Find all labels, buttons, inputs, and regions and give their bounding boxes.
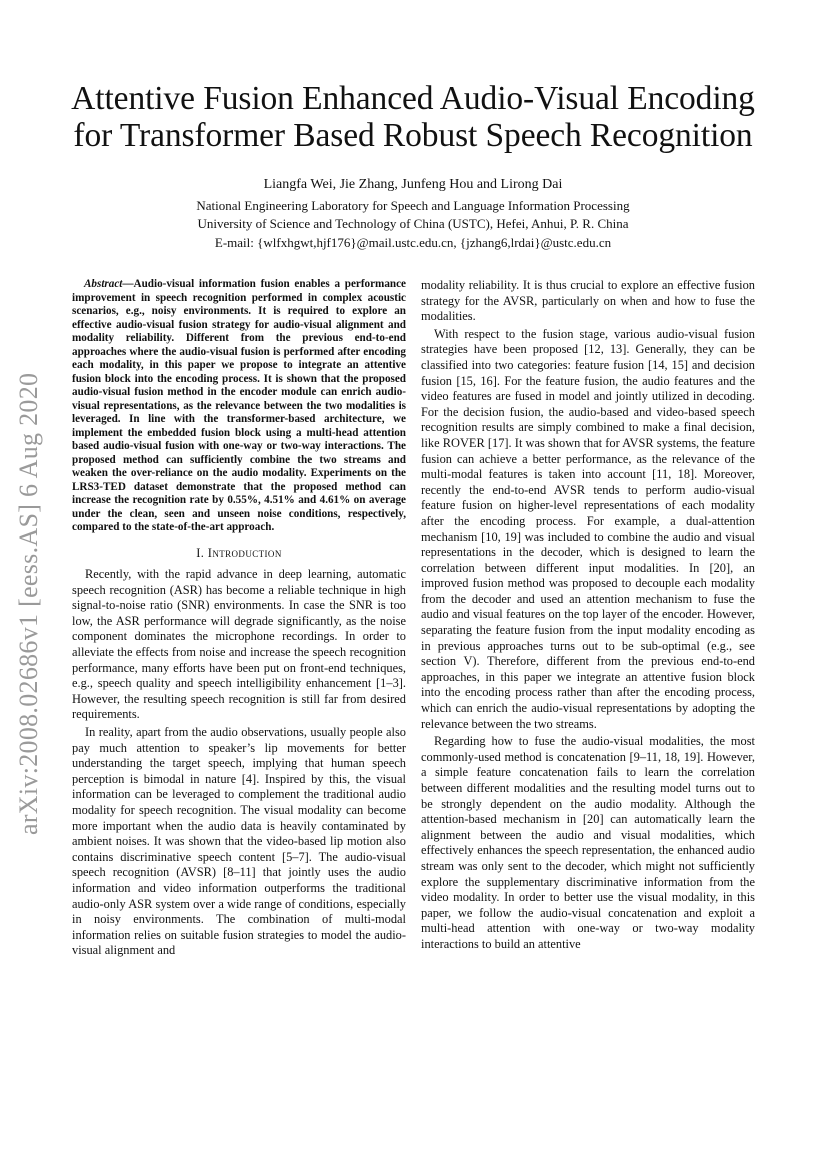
title-line-1: Attentive Fusion Enhanced Audio-Visual Encoding: [71, 80, 755, 117]
section-title: Introduction: [207, 545, 282, 560]
author-email: E-mail: {wlfxhgwt,hjf176}@mail.ustc.edu.cn, {jzhang6,lrdai}@ustc.edu.cn: [214, 234, 612, 250]
intro-paragraph-fusion-method: Regarding how to fuse the audio-visual modalities, the most commonly-used method is concatenation [9–11, 18, 19]. However, a simple feature concatenation fails to learn the correlation between different modalities and the resulting model turns out to be strongly dependent on the audio modality. Although the attention-based mechanism in [20] can automatically learn the alignment between the audio and visual modalities, which effectively enhances the speech representation, the enhanced audio stream was only sent to the decoder, which might not sufficiently explore the supplementary discriminative information from the video modality. In order to better use the visual modality, in this paper, we follow the audio-visual concatenation and exploit a multi-head attention with one-way or two-way modality interactions to build an attentive: [421, 734, 755, 951]
author-block: [0, 176, 826, 252]
intro-paragraph-2: In reality, apart from the audio observations, usually people also pay much attention to speaker’s lip movements for better understanding the target speech, implying that human speech perception is bimodal in nature [4]. Inspired by this, the visual information can be leveraged to complement the traditional audio modality for speech recognition. The visual modality can become more important when the audio data is heavily contaminated by ambient noises. It was shown that the video-based lip motion also contains discriminative speech content [5–7]. The audio-visual speech recognition (AVSR) [8–11] that jointly uses the audio information and video information outperforms the traditional audio-only ASR system over a wide range of conditions, especially in noisy environments. The combination of multi-modal information relies on suitable fusion strategies to model the audio-visual alignment and: [72, 725, 406, 958]
abstract-label: Abstract: [84, 278, 123, 290]
arxiv-identifier-stamp: arXiv:2008.02686v1 [eess.AS] 6 Aug 2020: [14, 372, 43, 835]
affiliation-university: University of Science and Technology of China (USTC), Hefei, Anhui, P. R. China: [197, 216, 629, 231]
intro-paragraph-continued: modality reliability. It is thus crucial to explore an effective fusion strategy for the AVSR, particularly on when and how to fuse the modalities.: [421, 278, 755, 324]
section-heading-introduction: [72, 546, 406, 562]
intro-paragraph-fusion-stage: With respect to the fusion stage, various audio-visual fusion strategies have been proposed [12, 13]. Generally, they can be classified into two categories: feature fusion [14, 15] and decision fusion [15, 16]. For the feature fusion, the audio features and the video features are fused in model and jointly utilized in decoding. For the decision fusion, the audio-based and video-based speech recognition results are simply combined to make a final decision, like ROVER [17]. It was shown that for AVSR systems, the feature fusion can achieve a better performance, as the relevance of the multi-modal features is taken into account [11, 18]. Moreover, recently the end-to-end AVSR tends to perform audio-visual feature fusion on higher-level representations of each modality after the encoding process. For example, a dual-attention mechanism [10, 19] was included to combine the audio and visual representations in the decoder, which is designed to learn the correlation between different input modalities. In [20], an improved fusion method was proposed to decouple each modality from the decoder and used an attention mechanism to fuse the audio and visual features on the top layer of the encoder. However, separating the feature fusion from the input modality encoding as in previous approaches turns out to be sub-optimal (e.g., see section V). Therefore, different from the previous end-to-end approaches, in this paper we integrate an attentive fusion block into the encoding process rather than after the encoding process, which can enrich the audio-visual representations by adopting the relevance between the two streams.: [421, 326, 755, 731]
affiliation-lab: National Engineering Laboratory for Speech and Language Information Processing: [196, 197, 630, 213]
author-names: Liangfa Wei, Jie Zhang, Junfeng Hou and Lirong Dai: [263, 177, 563, 192]
intro-paragraph-1: Recently, with the rapid advance in deep learning, automatic speech recognition (ASR) has become a reliable technique in high signal-to-noise ratio (SNR) environments. In case the SNR is too low, the ASR performance will degrade significantly, as the noise component dominates the microphone recordings. In order to alleviate the effects from noise and increase the speech recognition performance, many efforts have been put on front-end techniques, e.g., speech quality and speech intelligibility enhancement [1–3]. However, the resulting speech recognition is still far from desired requirements.: [72, 567, 406, 722]
left-column: [72, 278, 406, 959]
paper-title: [0, 80, 826, 154]
title-line-2: for Transformer Based Robust Speech Recognition: [73, 117, 753, 154]
section-number: I.: [196, 545, 205, 560]
abstract-text: —Audio-visual information fusion enables a performance improvement in speech recognition performed in complex acoustic scenarios, e.g., noisy environments. It is required to explore an effective audio-visual fusion strategy for audio-visual alignment and modality reliability. Different from the previous end-to-end approaches where the audio-visual fusion is performed after encoding each modality, in this paper we propose to integrate an attentive fusion block into the encoding process. It is shown that the proposed audio-visual fusion method in the encoder module can enrich audio-visual representations, as the relevance between the two modalities is leveraged. In line with the transformer-based architecture, we implement the embedded fusion block using a multi-head attention based audio-visual fusion with one-way or two-way interactions. The proposed method can sufficiently combine the two streams and weaken the over-reliance on the audio modality. Experiments on the LRS3-TED dataset demonstrate that the proposed method can increase the recognition rate by 0.55%, 4.51% and 4.61% on average under the clean, seen and unseen noise conditions, respectively, compared to the state-of-the-art approach.: [72, 278, 406, 533]
abstract: [72, 278, 406, 535]
right-column: [421, 278, 755, 953]
